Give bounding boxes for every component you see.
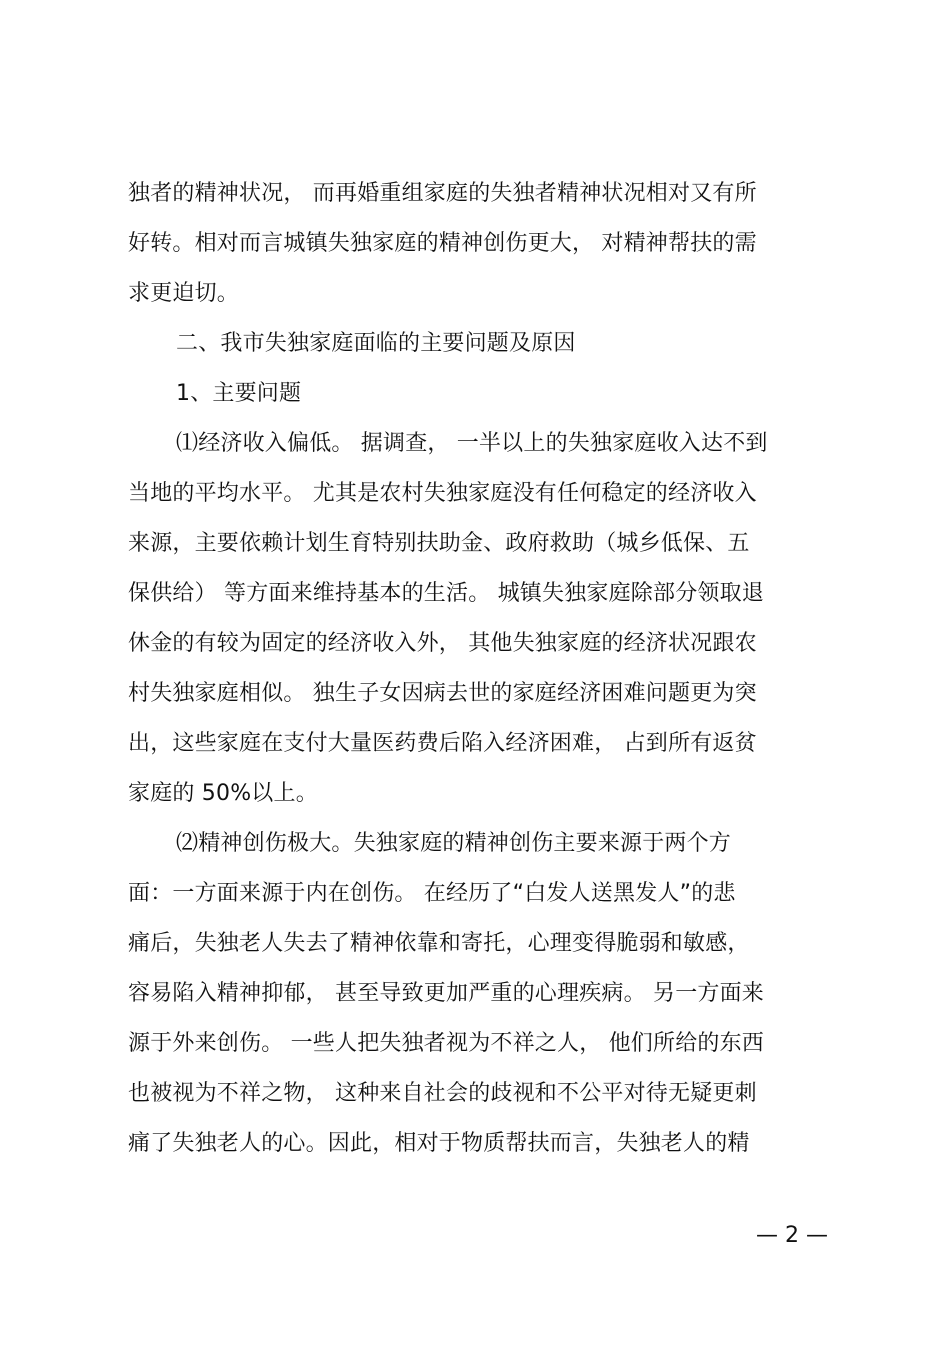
text-line: 容易陷入精神抑郁， 甚至导致更加严重的心理疾病。 另一方面来 — [128, 981, 764, 1006]
text-line: 痛了失独老人的心。因此，相对于物质帮扶而言，失独老人的精 — [128, 1131, 750, 1156]
subsection-heading: 1、主要问题 — [176, 381, 302, 406]
text-line: 也被视为不祥之物， 这种来自社会的歧视和不公平对待无疑更刺 — [128, 1081, 757, 1106]
text-line: 保供给） 等方面来维持基本的生活。 城镇失独家庭除部分领取退 — [128, 581, 764, 606]
text-line: 村失独家庭相似。 独生子女因病去世的家庭经济困难问题更为突 — [128, 681, 757, 706]
text-line: 当地的平均水平。 尤其是农村失独家庭没有任何稳定的经济收入 — [128, 481, 757, 506]
text-line: 痛后，失独老人失去了精神依靠和寄托，心理变得脆弱和敏感， — [128, 931, 750, 956]
text-line: 来源，主要依赖计划生育特别扶助金、政府救助（城乡低保、五 — [128, 531, 750, 556]
text-line: ⑴经济收入偏低。 据调查， 一半以上的失独家庭收入达不到 — [176, 431, 768, 456]
text-line: 好转。相对而言城镇失独家庭的精神创伤更大， 对精神帮扶的需 — [128, 231, 757, 256]
text-line: ⑵精神创伤极大。失独家庭的精神创伤主要来源于两个方 — [176, 831, 732, 856]
text-line: 休金的有较为固定的经济收入外， 其他失独家庭的经济状况跟农 — [128, 631, 757, 656]
text-line: 出，这些家庭在支付大量医药费后陷入经济困难， 占到所有返贫 — [128, 731, 757, 756]
page-number: — 2 — — [756, 1223, 828, 1248]
text-line: 求更迫切。 — [128, 281, 240, 306]
text-line: 源于外来创伤。 一些人把失独者视为不祥之人， 他们所给的东西 — [128, 1031, 764, 1056]
text-line: 家庭的 50%以上。 — [128, 781, 318, 806]
text-line: 面：一方面来源于内在创伤。 在经历了“白发人送黑发人”的悲 — [128, 881, 736, 906]
section-heading: 二、我市失独家庭面临的主要问题及原因 — [176, 331, 576, 356]
text-line: 独者的精神状况， 而再婚重组家庭的失独者精神状况相对又有所 — [128, 181, 757, 206]
